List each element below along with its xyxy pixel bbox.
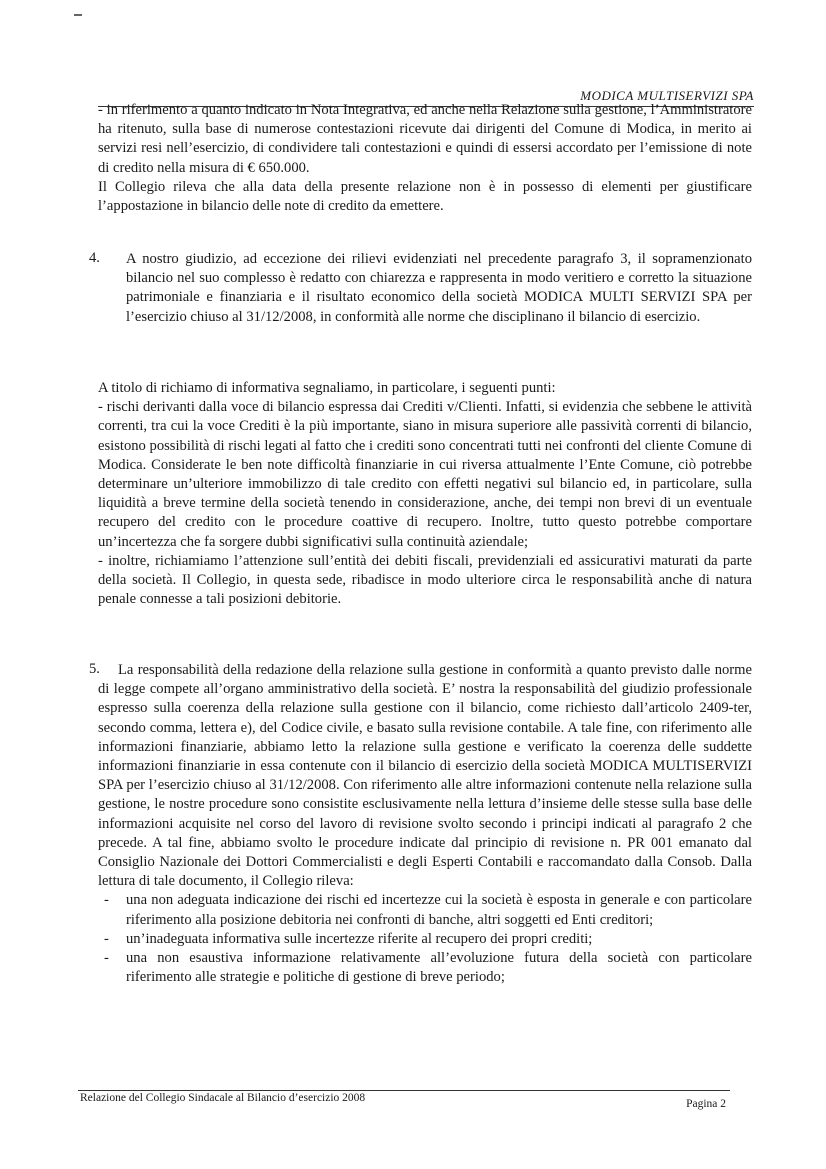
scan-mark	[74, 14, 82, 16]
section-4	[126, 250, 752, 327]
running-head: MODICA MULTISERVIZI SPA	[580, 88, 754, 103]
bullet-list	[98, 891, 752, 987]
paragraph: Il Collegio rileva che alla data della presente relazione non è in possesso di elementi per giustificare l’appostazione in bilancio delle note di credito da emettere.	[98, 178, 752, 215]
section-5	[98, 661, 752, 987]
paragraph: La responsabilità della redazione della relazione sulla gestione in conformità a quanto previsto dalle norme di legge compete all’organo amministrativo della società. E’ nostra la responsabilità del giudizio professionale espresso sulla coerenza della relazione sulla gestione con il bilancio, come richiesto dall’articolo 2409-ter, secondo comma, lettera e), del Codice civile, e basato sulla revisione contabile. A tale fine, con riferimento alle informazioni finanziarie, abbiamo letto la relazione sulla gestione e verificato la coerenza delle suddette informazioni finanziarie in essa contenute con il bilancio di esercizio della società MODICA MULTISERVIZI SPA per l’esercizio chiuso al 31/12/2008. Con riferimento alle altre informazioni contenute nella relazione sulla gestione, le nostre procedure sono consistite esclusivamente nella lettura d’insieme delle stesse sulla base delle informazioni acquisite nel corso del lavoro di revisione svolto secondo i principi indicati al paragrafo 2 che precede. A tal fine, abbiamo svolto le procedure indicate dal principio di revisione n. PR 001 emanato dal Consiglio Nazionale dei Dottori Commercialisti e degli Esperti Contabili e raccomandato dalla Consob. Dalla lettura di tale documento, il Collegio rileva:	[98, 662, 752, 890]
list-item	[98, 891, 752, 929]
bullet-dash: -	[104, 892, 109, 909]
paragraph: A titolo di richiamo di informativa segnaliamo, in particolare, i seguenti punti:	[98, 380, 556, 396]
list-item-text: una non adeguata indicazione dei rischi ed incertezze cui la società è esposta in generale e con particolare riferimento alla posizione debitoria nei confronti di banche, altri soggetti ed Enti creditori;	[126, 892, 752, 928]
list-item-text: una non esaustiva informazione relativamente all’evoluzione futura della società con particolare riferimento alle strategie e politiche di gestione di breve periodo;	[126, 950, 752, 986]
section-richiamo	[98, 379, 752, 609]
list-item	[98, 930, 752, 949]
page-number: Pagina 2	[686, 1098, 726, 1110]
section-number: 4.	[89, 250, 100, 266]
list-item-text: un’inadeguata informativa sulle incertezze riferite al recupero dei propri crediti;	[126, 930, 593, 947]
footer-rule	[78, 1090, 730, 1091]
section-top	[98, 101, 752, 216]
bullet-dash: -	[104, 950, 109, 967]
footer-title: Relazione del Collegio Sindacale al Bilancio d’esercizio 2008	[80, 1092, 366, 1104]
paragraph: - in riferimento a quanto indicato in Nota Integrativa, ed anche nella Relazione sulla gestione, l’Amministratore ha ritenuto, sulla base di numerose contestazioni ricevute dai dirigenti del Comune di Modica, in merito ai servizi resi nell’esercizio, di condividere tali contestazioni e quindi di essersi accordato per l’emissione di note di credito nella misura di € 650.000.	[98, 102, 752, 176]
bullet-dash: -	[104, 930, 109, 947]
list-item	[98, 949, 752, 987]
section-number: 5.	[89, 661, 100, 677]
paragraph: - inoltre, richiamiamo l’attenzione sull’entità dei debiti fiscali, previdenziali ed assicurativi maturati da parte della società. Il Collegio, in questa sede, ribadisce in modo ulteriore circa le responsabilità anche di natura penale connesse a tali posizioni debitorie.	[98, 552, 752, 608]
paragraph: A nostro giudizio, ad eccezione dei rilievi evidenziati nel precedente paragrafo 3, il sopramenzionato bilancio nel suo complesso è redatto con chiarezza e rappresenta in modo veritiero e corretto la situazione patrimoniale e finanziaria e il risultato economico della società MODICA MULTI SERVIZI SPA per l’esercizio chiuso al 31/12/2008, in conformità alle norme che disciplinano il bilancio di esercizio.	[126, 251, 752, 325]
paragraph: - rischi derivanti dalla voce di bilancio espressa dai Crediti v/Clienti. Infatti, si evidenzia che sebbene le attività correnti, tra cui la voce Crediti è la più importante, siano in misura superiore alle passività correnti di bilancio, esistono possibilità di rischi legati al fatto che i crediti sono concentrati tutti nei confronti del cliente Comune di Modica. Considerate le ben note difficoltà finanziarie in cui riversa attualmente l’Ente Comune, ciò potrebbe determinare un’ulteriore immobilizzo di tale credito con effetti negativi sul bilancio ed, in particolare, sulla liquidità a breve termine della società tenendo in considerazione, anche, dei tempi non brevi di un eventuale recupero del credito con le procedure coattive di recupero. Inoltre, tutto questo potrebbe comportare un’incertezza che fa sorgere dubbi significativi sulla continuità aziendale;	[98, 399, 752, 550]
